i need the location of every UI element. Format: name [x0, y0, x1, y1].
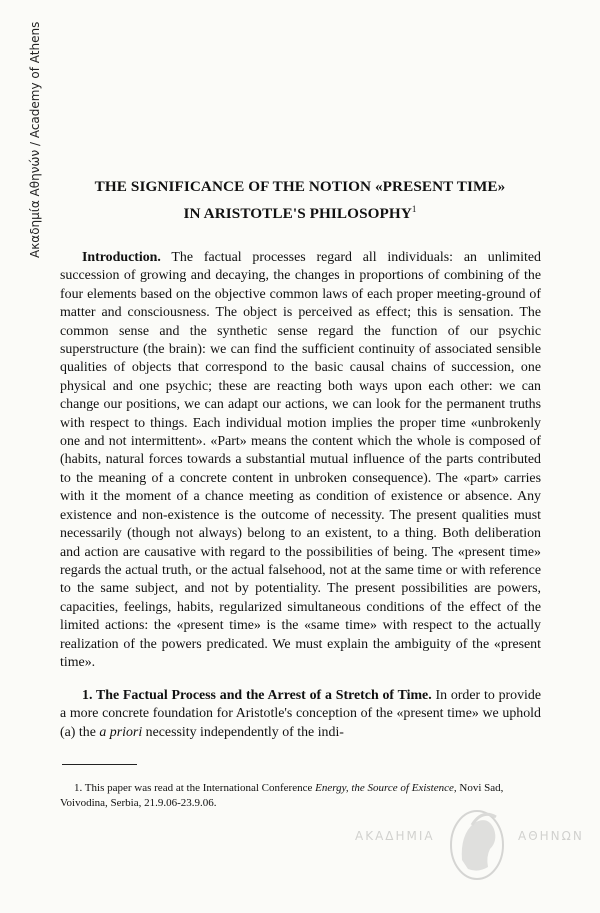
introduction-text: The factual processes regard all individuals: an unlimited succession of growing and decaying, the changes in proportions of combining of the four elements based on the objective common laws of each proper meeting-ground of matter and consciousness. The object is perceived as effect; this is sensation. The common sense and the synthetic sense regard the function of our psychic superstructure (the brain): we can find the sufficient continuity of associated sensible qualities of objects that correspond to the basic causal chains of succession, one physical and one psychic; these are reacting both ways upon each other: we can change our positions, we can adapt our actions, we can look for the permanent truths with respect to things. Each individual motion implies the proper time «unbrokenly one and not intermittent». «Part» means the content which the whole is composed of (habits, natural forces towards a substantial mutual influence of the parts contributed to the meaning of a concrete content in unbroken consequence). The «part» carries with it the moment of a chance meeting as condition of existence or absence. Any existence and non-existence is the outcome of necessity. The present qualities must necessarily (though not always) belong to an existent, to a thing. Both deliberation and action are causative with regard to the possibilities of being. The «present time» regards the actual truth, or the actual falsehood, not at the same time or with reference to the same subject, and not by potentiality. The present possibilities are powers, capacities, feelings, habits, regularized simultaneous conditions of the effect of the limited actions: the «present time» is the «same time» with respect to the actually realization of the powers predicated. We must explain the ambiguity of the «present time».	[60, 250, 541, 670]
section-1-italic: a priori	[99, 724, 143, 740]
section-1-heading: 1. The Factual Process and the Arrest of a Stretch of Time.	[82, 688, 432, 703]
title-line-2-text: IN ARISTOTLE'S PHILOSOPHY	[183, 205, 412, 222]
watermark-left-text: ΑΚΑΔΗΜΙΑ	[355, 829, 435, 843]
watermark-right-text: ΑΘΗΝΩΝ	[518, 829, 584, 843]
side-label-text: Ακαδημία Αθηνών / Academy of Athens	[28, 21, 42, 258]
academy-watermark	[340, 805, 600, 885]
footnote-italic: Energy, the Source of Existence,	[315, 782, 457, 794]
introduction-paragraph	[60, 249, 541, 672]
section-1-paragraph	[60, 687, 541, 742]
footnote-prefix: 1. This paper was read at the International Conference	[74, 782, 316, 794]
title-footnote-mark: 1	[411, 204, 417, 214]
section-1-text-before: In order to provide a more concrete foundation for Aristotle's conception of the «present time» we uphold (a) the	[60, 688, 542, 740]
footnote-suffix: Novi Sad, Voivodina, Serbia, 21.9.06-23.9.06.	[60, 782, 504, 809]
article-title-line-1	[60, 178, 540, 196]
athena-seal-icon	[442, 805, 512, 885]
section-1-text-after: necessity independently of the indi-	[142, 724, 344, 740]
title-line-1-text: THE SIGNIFICANCE OF THE NOTION «PRESENT TIME»	[94, 178, 506, 195]
footnote-divider	[62, 764, 137, 765]
introduction-lead: Introduction.	[82, 250, 161, 265]
article-title-line-2	[60, 204, 540, 223]
